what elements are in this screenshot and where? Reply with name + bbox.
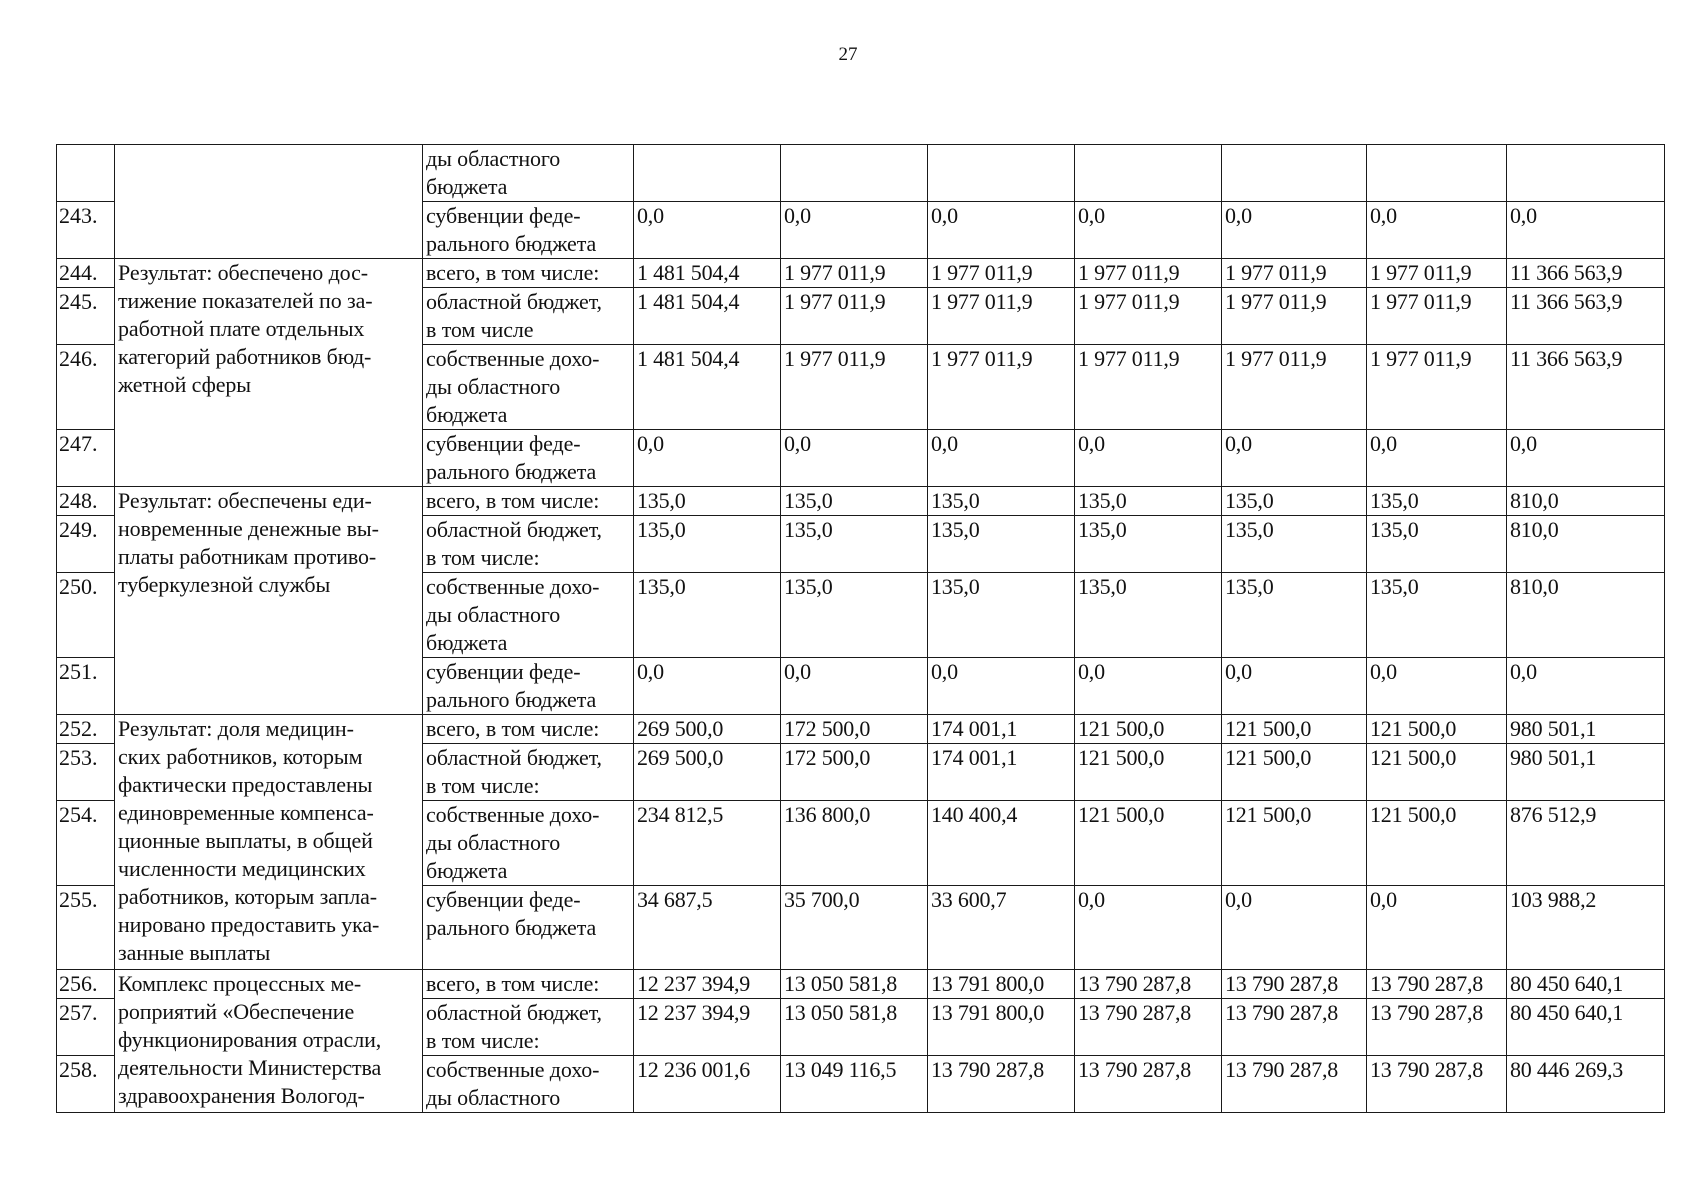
funding-source: областной бюджет, в том числе: <box>423 744 634 801</box>
funding-source: всего, в том числе: <box>423 715 634 744</box>
year-value: 0,0 <box>928 430 1075 487</box>
year-value: 135,0 <box>634 516 781 573</box>
year-value: 136 800,0 <box>781 801 928 886</box>
year-value: 135,0 <box>928 573 1075 658</box>
year-value: 121 500,0 <box>1075 715 1222 744</box>
funding-source: собственные дохо- ды областного бюджета <box>423 801 634 886</box>
year-value: 1 977 011,9 <box>781 259 928 288</box>
total-value: 980 501,1 <box>1507 744 1665 801</box>
year-value: 13 790 287,8 <box>1367 999 1507 1056</box>
result-description <box>115 145 423 259</box>
year-value: 1 977 011,9 <box>1075 259 1222 288</box>
year-value: 1 977 011,9 <box>928 288 1075 345</box>
row-number: 254. <box>57 801 115 886</box>
row-number: 249. <box>57 516 115 573</box>
funding-source: всего, в том числе: <box>423 487 634 516</box>
total-value: 11 366 563,9 <box>1507 345 1665 430</box>
year-value: 121 500,0 <box>1222 744 1367 801</box>
total-value: 980 501,1 <box>1507 715 1665 744</box>
total-value: 810,0 <box>1507 573 1665 658</box>
year-value: 135,0 <box>1075 487 1222 516</box>
year-value: 1 977 011,9 <box>781 345 928 430</box>
year-value <box>1222 145 1367 202</box>
funding-source: собственные дохо- ды областного бюджета <box>423 573 634 658</box>
year-value: 0,0 <box>1367 202 1507 259</box>
funding-source: собственные дохо- ды областного <box>423 1056 634 1113</box>
row-number <box>57 145 115 202</box>
year-value: 0,0 <box>1222 430 1367 487</box>
year-value: 172 500,0 <box>781 744 928 801</box>
year-value: 174 001,1 <box>928 744 1075 801</box>
year-value: 1 977 011,9 <box>1367 259 1507 288</box>
year-value: 13 790 287,8 <box>1222 1056 1367 1113</box>
year-value: 13 050 581,8 <box>781 999 928 1056</box>
total-value <box>1507 145 1665 202</box>
total-value: 876 512,9 <box>1507 801 1665 886</box>
year-value: 0,0 <box>1367 658 1507 715</box>
funding-source: субвенции феде- рального бюджета <box>423 658 634 715</box>
year-value <box>781 145 928 202</box>
year-value: 0,0 <box>781 202 928 259</box>
year-value: 135,0 <box>1222 573 1367 658</box>
year-value: 1 977 011,9 <box>928 259 1075 288</box>
year-value <box>928 145 1075 202</box>
year-value: 13 790 287,8 <box>928 1056 1075 1113</box>
year-value: 135,0 <box>1367 516 1507 573</box>
year-value: 0,0 <box>1075 202 1222 259</box>
table-row <box>57 970 1665 999</box>
total-value: 11 366 563,9 <box>1507 288 1665 345</box>
year-value: 121 500,0 <box>1075 744 1222 801</box>
year-value: 1 977 011,9 <box>1075 345 1222 430</box>
funding-source: областной бюджет, в том числе: <box>423 516 634 573</box>
funding-source: субвенции феде- рального бюджета <box>423 430 634 487</box>
total-value: 0,0 <box>1507 658 1665 715</box>
result-description: Результат: обеспечено дос- тижение показателей по за- работной плате отдельных категорий работников бюд- жетной сферы <box>115 259 423 487</box>
result-description: Комплекс процессных ме- роприятий «Обеспечение функционирования отрасли, деятельности Министерства здравоохранения Вологод- <box>115 970 423 1113</box>
year-value: 121 500,0 <box>1367 744 1507 801</box>
year-value: 1 481 504,4 <box>634 259 781 288</box>
total-value: 80 446 269,3 <box>1507 1056 1665 1113</box>
year-value: 13 790 287,8 <box>1367 970 1507 999</box>
table-row <box>57 145 1665 202</box>
row-number: 258. <box>57 1056 115 1113</box>
year-value: 0,0 <box>1075 658 1222 715</box>
year-value: 0,0 <box>634 658 781 715</box>
year-value: 13 790 287,8 <box>1222 970 1367 999</box>
year-value: 13 791 800,0 <box>928 999 1075 1056</box>
year-value: 135,0 <box>1367 573 1507 658</box>
year-value: 12 236 001,6 <box>634 1056 781 1113</box>
year-value: 12 237 394,9 <box>634 970 781 999</box>
year-value: 0,0 <box>1367 430 1507 487</box>
row-number: 250. <box>57 573 115 658</box>
row-number: 247. <box>57 430 115 487</box>
funding-source: субвенции феде- рального бюджета <box>423 886 634 970</box>
total-value: 80 450 640,1 <box>1507 970 1665 999</box>
funding-source: ды областного бюджета <box>423 145 634 202</box>
year-value: 135,0 <box>634 573 781 658</box>
year-value: 0,0 <box>928 658 1075 715</box>
year-value: 135,0 <box>781 487 928 516</box>
year-value: 35 700,0 <box>781 886 928 970</box>
total-value: 0,0 <box>1507 202 1665 259</box>
row-number: 245. <box>57 288 115 345</box>
table-body <box>57 145 1665 1113</box>
year-value: 1 977 011,9 <box>1075 288 1222 345</box>
row-number: 246. <box>57 345 115 430</box>
budget-table <box>56 144 1665 1113</box>
year-value: 121 500,0 <box>1222 801 1367 886</box>
year-value: 0,0 <box>1222 658 1367 715</box>
year-value: 121 500,0 <box>1367 801 1507 886</box>
year-value: 34 687,5 <box>634 886 781 970</box>
year-value <box>1367 145 1507 202</box>
year-value: 0,0 <box>1367 886 1507 970</box>
year-value: 135,0 <box>928 516 1075 573</box>
row-number: 243. <box>57 202 115 259</box>
funding-source: областной бюджет, в том числе <box>423 288 634 345</box>
year-value: 269 500,0 <box>634 715 781 744</box>
year-value: 135,0 <box>928 487 1075 516</box>
row-number: 253. <box>57 744 115 801</box>
year-value: 0,0 <box>1075 430 1222 487</box>
funding-source: всего, в том числе: <box>423 259 634 288</box>
year-value: 1 977 011,9 <box>1367 288 1507 345</box>
row-number: 251. <box>57 658 115 715</box>
result-description: Результат: обеспечены еди- новременные денежные вы- платы работникам противо- туберкулезной службы <box>115 487 423 715</box>
row-number: 244. <box>57 259 115 288</box>
year-value: 135,0 <box>1222 516 1367 573</box>
year-value: 121 500,0 <box>1075 801 1222 886</box>
year-value: 135,0 <box>634 487 781 516</box>
year-value: 174 001,1 <box>928 715 1075 744</box>
year-value: 135,0 <box>1075 516 1222 573</box>
year-value: 13 790 287,8 <box>1075 999 1222 1056</box>
row-number: 257. <box>57 999 115 1056</box>
table-row <box>57 487 1665 516</box>
year-value: 0,0 <box>1222 886 1367 970</box>
year-value: 234 812,5 <box>634 801 781 886</box>
total-value: 103 988,2 <box>1507 886 1665 970</box>
table-row <box>57 715 1665 744</box>
year-value: 13 791 800,0 <box>928 970 1075 999</box>
funding-source: собственные дохо- ды областного бюджета <box>423 345 634 430</box>
year-value <box>634 145 781 202</box>
year-value: 1 977 011,9 <box>1222 288 1367 345</box>
year-value: 135,0 <box>1075 573 1222 658</box>
row-number: 248. <box>57 487 115 516</box>
funding-source: всего, в том числе: <box>423 970 634 999</box>
total-value: 80 450 640,1 <box>1507 999 1665 1056</box>
year-value: 13 049 116,5 <box>781 1056 928 1113</box>
year-value: 1 977 011,9 <box>928 345 1075 430</box>
year-value: 0,0 <box>781 658 928 715</box>
year-value: 121 500,0 <box>1367 715 1507 744</box>
year-value: 172 500,0 <box>781 715 928 744</box>
year-value: 135,0 <box>781 573 928 658</box>
row-number: 252. <box>57 715 115 744</box>
year-value: 140 400,4 <box>928 801 1075 886</box>
year-value: 0,0 <box>1222 202 1367 259</box>
year-value: 12 237 394,9 <box>634 999 781 1056</box>
year-value: 269 500,0 <box>634 744 781 801</box>
year-value: 1 481 504,4 <box>634 345 781 430</box>
year-value <box>1075 145 1222 202</box>
table-row <box>57 259 1665 288</box>
year-value: 121 500,0 <box>1222 715 1367 744</box>
funding-source: областной бюджет, в том числе: <box>423 999 634 1056</box>
row-number: 256. <box>57 970 115 999</box>
year-value: 1 977 011,9 <box>1222 345 1367 430</box>
year-value: 135,0 <box>1367 487 1507 516</box>
result-description: Результат: доля медицин- ских работников, которым фактически предоставлены единовременные компенса- ционные выплаты, в общей численности медицинских работников, которым запла- нировано предоставить ука- занные выплаты <box>115 715 423 970</box>
year-value: 1 977 011,9 <box>1222 259 1367 288</box>
year-value: 13 790 287,8 <box>1075 1056 1222 1113</box>
year-value: 1 977 011,9 <box>781 288 928 345</box>
year-value: 33 600,7 <box>928 886 1075 970</box>
year-value: 0,0 <box>634 202 781 259</box>
year-value: 0,0 <box>928 202 1075 259</box>
year-value: 135,0 <box>1222 487 1367 516</box>
year-value: 0,0 <box>781 430 928 487</box>
year-value: 1 481 504,4 <box>634 288 781 345</box>
year-value: 0,0 <box>1075 886 1222 970</box>
total-value: 11 366 563,9 <box>1507 259 1665 288</box>
total-value: 810,0 <box>1507 516 1665 573</box>
row-number: 255. <box>57 886 115 970</box>
year-value: 13 050 581,8 <box>781 970 928 999</box>
year-value: 135,0 <box>781 516 928 573</box>
year-value: 0,0 <box>634 430 781 487</box>
page-number: 27 <box>838 44 858 65</box>
year-value: 1 977 011,9 <box>1367 345 1507 430</box>
year-value: 13 790 287,8 <box>1367 1056 1507 1113</box>
year-value: 13 790 287,8 <box>1075 970 1222 999</box>
total-value: 810,0 <box>1507 487 1665 516</box>
total-value: 0,0 <box>1507 430 1665 487</box>
year-value: 13 790 287,8 <box>1222 999 1367 1056</box>
funding-source: субвенции феде- рального бюджета <box>423 202 634 259</box>
